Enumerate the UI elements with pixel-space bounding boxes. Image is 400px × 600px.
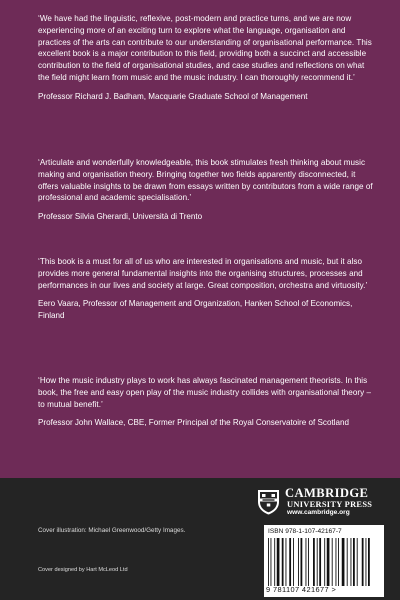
barcode-bars-icon <box>268 538 380 586</box>
review-quote <box>38 13 378 103</box>
cambridge-shield-icon <box>257 489 280 515</box>
quote-text: ‘Articulate and wonderfully knowledgeable, this book stimulates fresh thinking about music making and organisation theory. Bringing together two fields apparently disconnected, it offers valuable insights to be drawn from essays written by contributors from a wide range of professional and academic specialisation.’ <box>38 158 373 203</box>
review-quote <box>38 157 378 223</box>
quote-attribution: Professor John Wallace, CBE, Former Principal of the Royal Conservatoire of Scotland <box>38 418 349 428</box>
quote-attribution: Eero Vaara, Professor of Management and Organization, Hanken School of Economics, Finland <box>38 299 353 321</box>
quote-attribution: Professor Silvia Gherardi, Università di Trento <box>38 212 203 222</box>
isbn-label: ISBN 978-1-107-42167-7 <box>268 528 342 535</box>
review-quote <box>38 256 378 322</box>
publisher-name: CAMBRIDGE <box>285 486 369 500</box>
review-quote <box>38 375 378 429</box>
quote-attribution: Professor Richard J. Badham, Macquarie Graduate School of Management <box>38 91 308 101</box>
illustration-credit: Cover illustration: Michael Greenwood/Getty Images. <box>38 527 186 534</box>
barcode <box>264 525 384 597</box>
publisher-url: www.cambridge.org <box>287 509 350 516</box>
quote-text: ‘How the music industry plays to work has always fascinated management theorists. In this book, the free and easy open play of the music industry collides with organisational theory – to mutual benefit.’ <box>38 376 372 409</box>
publisher-press: UNIVERSITY PRESS <box>287 500 373 509</box>
barcode-digits: 9 781107 421677 > <box>266 585 337 594</box>
quote-text: ‘This book is a must for all of us who are interested in organisations and music, but it also provides more general fundamental insights into the organising structures, processes and performances in our lives and society at large. Great composition, orchestra and virtuosity.’ <box>38 257 368 290</box>
quote-text: ‘We have had the linguistic, reflexive, post-modern and practice turns, and we are now experiencing more of an exciting turn to explore what the language, organisation and practices of the arts can contribute to our understanding of organisational performance. This excellent book is a major contribution to this field, providing both a succinct and accessible contribution to the field of organisational studies, and case studies and reflections on what the field might learn from music and the music industry. I can thoroughly recommend it.’ <box>38 14 372 82</box>
design-credit: Cover designed by Hart McLeod Ltd <box>38 567 128 573</box>
